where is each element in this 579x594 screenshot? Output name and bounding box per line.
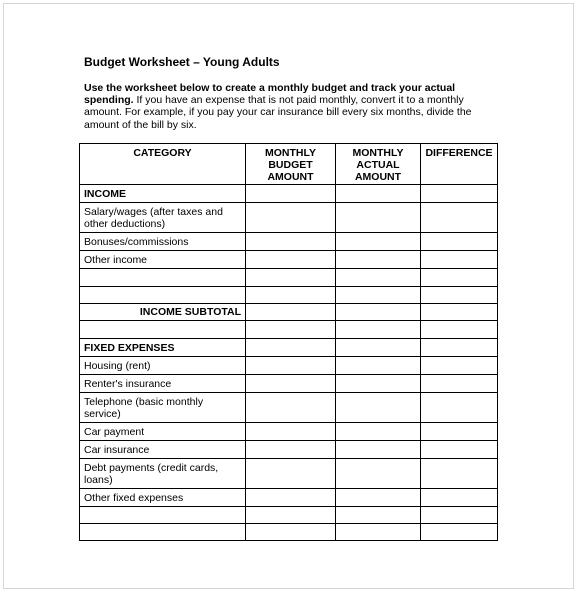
budget-cell[interactable] [246, 393, 336, 423]
actual-cell[interactable] [336, 375, 421, 393]
budget-cell[interactable] [246, 251, 336, 269]
section-row-income [80, 185, 498, 203]
budget-cell[interactable] [246, 304, 336, 321]
document-title: Budget Worksheet – Young Adults [84, 55, 280, 69]
category-cell: Bonuses/commissions [80, 233, 246, 251]
actual-cell[interactable] [336, 339, 421, 357]
table-row [80, 507, 498, 524]
section-label-income: INCOME [80, 185, 246, 203]
category-cell: Other fixed expenses [80, 489, 246, 507]
header-category: CATEGORY [80, 144, 246, 185]
difference-cell[interactable] [421, 203, 498, 233]
budget-cell[interactable] [246, 185, 336, 203]
difference-cell[interactable] [421, 357, 498, 375]
header-difference: DIFFERENCE [421, 144, 498, 185]
budget-cell[interactable] [246, 203, 336, 233]
table-row [80, 357, 498, 375]
category-cell: Housing (rent) [80, 357, 246, 375]
actual-cell[interactable] [336, 489, 421, 507]
actual-cell[interactable] [336, 251, 421, 269]
category-cell: Car insurance [80, 441, 246, 459]
actual-cell[interactable] [336, 304, 421, 321]
budget-cell[interactable] [246, 375, 336, 393]
category-cell: Car payment [80, 423, 246, 441]
actual-cell[interactable] [336, 507, 421, 524]
difference-cell[interactable] [421, 459, 498, 489]
budget-cell[interactable] [246, 287, 336, 304]
intro-text: If you have an expense that is not paid monthly, convert it to a monthly amount. For example, if you pay your car insurance bill every six months, divide the amount of the bill by six. [84, 94, 472, 131]
header-monthly-budget: MONTHLY BUDGET AMOUNT [246, 144, 336, 185]
budget-cell[interactable] [246, 507, 336, 524]
difference-cell[interactable] [421, 321, 498, 339]
income-subtotal-label: INCOME SUBTOTAL [80, 304, 246, 321]
budget-cell[interactable] [246, 441, 336, 459]
table-row [80, 203, 498, 233]
header-row [80, 144, 498, 185]
budget-cell[interactable] [246, 459, 336, 489]
difference-cell[interactable] [421, 251, 498, 269]
difference-cell[interactable] [421, 269, 498, 287]
category-cell: Renter's insurance [80, 375, 246, 393]
intro-paragraph [84, 82, 494, 131]
budget-cell[interactable] [246, 233, 336, 251]
category-cell[interactable] [80, 524, 246, 541]
category-cell: Other income [80, 251, 246, 269]
budget-cell[interactable] [246, 489, 336, 507]
actual-cell[interactable] [336, 357, 421, 375]
budget-cell[interactable] [246, 423, 336, 441]
table-row [80, 524, 498, 541]
category-cell[interactable] [80, 287, 246, 304]
header-monthly-actual: MONTHLY ACTUAL AMOUNT [336, 144, 421, 185]
difference-cell[interactable] [421, 423, 498, 441]
difference-cell[interactable] [421, 185, 498, 203]
table-row [80, 489, 498, 507]
actual-cell[interactable] [336, 185, 421, 203]
actual-cell[interactable] [336, 459, 421, 489]
budget-cell[interactable] [246, 357, 336, 375]
category-cell: Debt payments (credit cards, loans) [80, 459, 246, 489]
difference-cell[interactable] [421, 393, 498, 423]
actual-cell[interactable] [336, 233, 421, 251]
difference-cell[interactable] [421, 233, 498, 251]
difference-cell[interactable] [421, 339, 498, 357]
table-row [80, 423, 498, 441]
difference-cell[interactable] [421, 304, 498, 321]
budget-cell[interactable] [246, 524, 336, 541]
difference-cell[interactable] [421, 507, 498, 524]
table-row [80, 375, 498, 393]
table-row [80, 251, 498, 269]
budget-cell[interactable] [246, 339, 336, 357]
difference-cell[interactable] [421, 524, 498, 541]
actual-cell[interactable] [336, 321, 421, 339]
actual-cell[interactable] [336, 287, 421, 304]
category-cell [80, 321, 246, 339]
table-row [80, 269, 498, 287]
actual-cell[interactable] [336, 269, 421, 287]
difference-cell[interactable] [421, 375, 498, 393]
table-row [80, 459, 498, 489]
actual-cell[interactable] [336, 441, 421, 459]
actual-cell[interactable] [336, 203, 421, 233]
subtotal-row-income [80, 304, 498, 321]
difference-cell[interactable] [421, 287, 498, 304]
category-cell: Telephone (basic monthly service) [80, 393, 246, 423]
category-cell[interactable] [80, 507, 246, 524]
actual-cell[interactable] [336, 393, 421, 423]
actual-cell[interactable] [336, 524, 421, 541]
difference-cell[interactable] [421, 441, 498, 459]
section-label-fixed-expenses: FIXED EXPENSES [80, 339, 246, 357]
budget-cell[interactable] [246, 321, 336, 339]
budget-table [79, 143, 498, 541]
spacer-row [80, 321, 498, 339]
table-row [80, 287, 498, 304]
budget-cell[interactable] [246, 269, 336, 287]
intro-bold-text: Use the worksheet below to create a monthly budget and track your actual spending. [84, 82, 456, 107]
section-row-fixed-expenses [80, 339, 498, 357]
table-row [80, 393, 498, 423]
category-cell[interactable] [80, 269, 246, 287]
table-row [80, 441, 498, 459]
category-cell: Salary/wages (after taxes and other deductions) [80, 203, 246, 233]
difference-cell[interactable] [421, 489, 498, 507]
actual-cell[interactable] [336, 423, 421, 441]
table-row [80, 233, 498, 251]
